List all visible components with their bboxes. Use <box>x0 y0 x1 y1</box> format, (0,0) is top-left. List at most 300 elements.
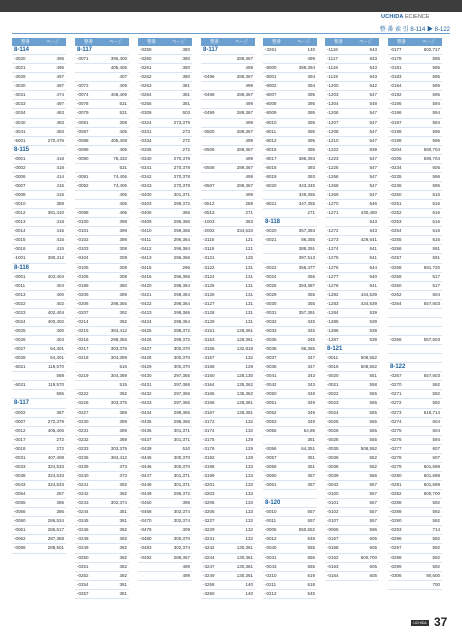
index-row <box>201 463 255 472</box>
item-code: -0205 <box>390 155 402 161</box>
index-row <box>388 227 442 236</box>
page-ref: 395 <box>307 92 315 98</box>
item-code: -0033 <box>265 327 277 333</box>
page-ref: 324,533 <box>47 463 64 469</box>
index-row <box>75 445 129 454</box>
index-column <box>12 38 66 554</box>
index-row <box>75 535 129 544</box>
page-ref: 395 <box>307 146 315 152</box>
index-row <box>201 526 255 535</box>
item-code: -0260 <box>140 56 152 62</box>
index-row <box>138 245 192 254</box>
page-ref: 592 <box>432 382 440 388</box>
item-code: -0006 <box>265 527 277 533</box>
item-code: -0251 <box>77 563 89 569</box>
index-row <box>138 46 192 55</box>
page-ref: 131 <box>245 300 253 306</box>
page-ref: 300,370 <box>173 346 190 352</box>
index-row <box>138 227 192 236</box>
page-ref: 550,552 <box>298 527 315 533</box>
page-ref: 591,720 <box>423 264 440 270</box>
index-row <box>75 472 129 481</box>
page-ref: 301,371 <box>173 427 190 433</box>
index-row <box>388 191 442 200</box>
page-ref: 595 <box>432 92 440 98</box>
item-code: -0275 <box>390 427 402 433</box>
index-row <box>388 100 442 109</box>
index-row <box>12 164 66 173</box>
item-code: -0038 <box>327 463 339 469</box>
page-ref: 129 <box>245 364 253 370</box>
page-ref: 616 <box>432 237 440 243</box>
index-row <box>388 581 442 590</box>
item-code: -0164 <box>327 572 339 578</box>
page-ref: 557 <box>369 518 377 524</box>
item-code: -0280 <box>390 472 402 478</box>
index-row <box>12 327 66 336</box>
page-ref: 395 <box>307 101 315 107</box>
item-code: -1117 <box>327 56 338 62</box>
index-row <box>263 372 317 381</box>
index-row <box>138 336 192 345</box>
item-code: -0259 <box>390 273 402 279</box>
index-row <box>201 345 255 354</box>
index-row <box>75 245 129 254</box>
item-code: -0244 <box>77 509 89 515</box>
item-code: -1203 <box>327 92 339 98</box>
index-row <box>263 454 317 463</box>
index-row <box>201 336 255 345</box>
item-code: -8020 <box>265 182 277 188</box>
item-code: -0262 <box>140 74 152 80</box>
index-row <box>325 554 379 563</box>
page-ref: 400,402 <box>47 318 64 324</box>
index-row <box>325 445 379 454</box>
item-code: -0449 <box>140 491 152 497</box>
page-ref: 296,366 <box>173 255 190 261</box>
index-row <box>138 481 192 490</box>
index-row <box>138 55 192 64</box>
item-code: -0218 <box>77 355 89 361</box>
item-code: -0015 <box>327 364 339 370</box>
index-row <box>12 100 66 109</box>
item-code: -0090 <box>77 155 89 161</box>
item-code: -0435 <box>140 418 152 424</box>
index-row <box>325 499 379 508</box>
index-row <box>201 254 255 263</box>
index-row <box>201 535 255 544</box>
item-code: -0207 <box>77 309 89 315</box>
page-ref: 531 <box>119 164 127 170</box>
item-code: -0211 <box>265 581 277 587</box>
index-row <box>388 309 442 318</box>
index-row <box>138 109 192 118</box>
page-ref: 299,366 <box>173 219 190 225</box>
page-ref <box>413 309 442 317</box>
index-row <box>263 390 317 399</box>
item-code: -0434 <box>140 409 152 415</box>
item-code: -0098 <box>77 210 89 216</box>
item-code: -0197 <box>390 119 402 125</box>
index-row <box>201 436 255 445</box>
page-ref: 86,355 <box>301 237 315 243</box>
item-code: -0038 <box>265 364 277 370</box>
page-ref: 503 <box>182 110 190 116</box>
page-ref: 547 <box>369 119 377 125</box>
column-header <box>325 38 379 46</box>
item-code: -0298 <box>390 554 402 560</box>
item-code <box>263 245 288 253</box>
page-ref: 130,361 <box>236 563 253 569</box>
page-ref: 406 <box>119 210 127 216</box>
index-row <box>263 544 317 553</box>
item-code: -0403 <box>140 201 152 207</box>
item-code: -0100 <box>77 219 89 225</box>
page-ref: 499 <box>245 83 253 89</box>
item-code: -0018 <box>14 445 26 451</box>
item-code: -0088 <box>77 137 89 143</box>
index-column <box>263 38 317 599</box>
index-row <box>263 554 317 563</box>
page-ref: 349,355 <box>298 192 315 197</box>
index-row <box>138 535 192 544</box>
page-ref: 343 <box>307 382 315 388</box>
item-code: -0412 <box>140 246 152 252</box>
page-ref: 392 <box>119 391 127 397</box>
index-row <box>325 327 379 336</box>
index-row <box>75 345 129 354</box>
page-ref: 347 <box>307 355 315 361</box>
item-code: -0512 <box>203 201 215 207</box>
index-row <box>201 82 255 91</box>
page-ref: 272 <box>56 445 64 451</box>
page-ref: 510 <box>182 445 190 451</box>
index-row <box>75 291 129 300</box>
item-code: -0026 <box>265 282 277 288</box>
index-row <box>388 526 442 535</box>
header-page: ページ <box>296 39 311 44</box>
index-row <box>263 572 317 581</box>
index-row <box>388 236 442 245</box>
page-ref: 392 <box>119 545 127 551</box>
index-row <box>325 155 379 164</box>
item-code: -0277 <box>390 445 402 451</box>
item-code: -0001 <box>14 273 26 279</box>
page-ref: 301,371 <box>173 436 190 442</box>
page-ref: 543 <box>369 47 377 52</box>
index-row <box>388 55 442 64</box>
page-ref: 392 <box>119 527 127 533</box>
index-row <box>12 436 66 445</box>
page-ref: 407,408 <box>47 454 64 460</box>
page-ref: 543 <box>369 228 377 234</box>
item-code: -0271 <box>390 391 402 397</box>
page-ref: 298,364 <box>173 282 190 288</box>
item-code: -3242 <box>203 545 215 551</box>
item-code <box>75 164 100 172</box>
index-row <box>138 463 192 472</box>
index-row <box>12 64 66 73</box>
item-code: -0022 <box>265 264 277 270</box>
item-code: -3165 <box>203 391 215 397</box>
page-ref: 557 <box>369 491 377 497</box>
item-code: -0013 <box>14 291 26 297</box>
item-code: -1272 <box>327 228 339 234</box>
item-code <box>75 200 100 208</box>
index-row <box>388 173 442 182</box>
index-row <box>75 119 129 128</box>
page-ref: 405,406 <box>110 65 127 71</box>
page-ref: 430,450 <box>360 210 377 216</box>
item-code: -8012 <box>265 137 277 143</box>
page-ref: 300,370 <box>173 463 190 469</box>
index-row <box>138 381 192 390</box>
index-row <box>325 490 379 499</box>
index-row <box>263 436 317 445</box>
page-ref: 308 <box>119 264 127 270</box>
page-ref: 303,375 <box>110 400 127 406</box>
item-code: -8001 <box>265 74 277 80</box>
item-code: -0051 <box>265 400 277 406</box>
item-code: -0423 <box>140 309 152 315</box>
item-code: -0281 <box>390 482 402 487</box>
index-row <box>325 318 379 327</box>
item-code: -0022 <box>327 391 339 397</box>
item-code: -0299 <box>390 563 402 569</box>
page-ref: 414 <box>56 173 64 179</box>
index-row <box>325 191 379 200</box>
item-code: -0421 <box>140 291 152 297</box>
item-code: -0426 <box>140 337 152 342</box>
index-row <box>325 245 379 254</box>
item-code: -0334 <box>140 137 152 143</box>
item-code: -0061 <box>14 527 26 533</box>
item-code: -3122 <box>203 264 215 270</box>
page-ref: 380 <box>182 74 190 80</box>
column-header <box>75 38 129 46</box>
page-ref: 296,364 <box>173 246 190 252</box>
page-ref: 343,345 <box>298 182 315 188</box>
page-ref: 366 <box>182 210 190 216</box>
item-code: -0231 <box>77 427 89 433</box>
index-row <box>12 363 66 372</box>
page-ref: 483 <box>56 110 64 116</box>
item-code: -0102 <box>77 237 89 243</box>
item-code: -3164 <box>203 382 215 388</box>
index-row <box>388 499 442 508</box>
index-row <box>75 254 129 263</box>
page-ref: 594 <box>432 110 440 116</box>
section-heading <box>75 46 129 55</box>
index-row <box>325 109 379 118</box>
index-row <box>75 390 129 399</box>
item-code: -0261 <box>140 65 152 71</box>
item-code: -0249 <box>77 545 89 551</box>
index-row <box>138 155 192 164</box>
item-code: -0027 <box>14 346 26 352</box>
brand-logo <box>381 14 450 21</box>
section-code: 8-117 <box>14 400 30 407</box>
page-ref: 381 <box>119 581 127 587</box>
index-row <box>138 291 192 300</box>
item-code: -0011 <box>14 282 26 288</box>
page-ref: 119,570 <box>48 382 64 388</box>
index-row <box>388 327 442 336</box>
item-code: -0052 <box>265 409 277 415</box>
index-row <box>263 508 317 517</box>
page-ref: 298,364 <box>173 300 190 306</box>
page-ref: 604 <box>432 418 440 424</box>
index-row <box>12 245 66 254</box>
item-code <box>75 64 100 72</box>
item-code: -1274 <box>327 246 339 252</box>
page-ref: 555 <box>369 418 377 424</box>
page-ref: 474 <box>56 92 64 98</box>
index-row <box>138 327 192 336</box>
index-row <box>388 64 442 73</box>
index-row <box>388 318 442 327</box>
page-ref: 299,372 <box>173 337 190 342</box>
index-row <box>75 499 129 508</box>
page-ref: 273 <box>182 128 190 134</box>
item-code: -3231 <box>203 536 215 542</box>
index-row <box>12 182 66 191</box>
item-code: -0105 <box>77 264 89 270</box>
page-ref: 555 <box>307 545 315 551</box>
item-code: -0436 <box>140 427 152 433</box>
page-ref: 540 <box>369 273 377 279</box>
page-ref: 539 <box>369 309 377 315</box>
page-ref: 594 <box>432 119 440 125</box>
item-code: -0050 <box>265 391 277 397</box>
page-ref: 616 <box>432 210 440 216</box>
page-ref: 388,393 <box>298 155 315 161</box>
index-row <box>388 490 442 499</box>
index-row <box>12 254 66 263</box>
page-ref: 543 <box>369 65 377 71</box>
index-row <box>263 155 317 164</box>
index-row <box>388 517 442 526</box>
item-code <box>325 218 350 226</box>
index-row <box>138 490 192 499</box>
item-code: -0017 <box>14 436 26 442</box>
page-ref: 596 <box>432 173 440 179</box>
index-row <box>12 218 66 227</box>
index-row <box>388 91 442 100</box>
index-row <box>263 273 317 282</box>
item-code: -1277 <box>327 273 339 279</box>
page-ref: 386 <box>56 500 64 506</box>
item-code: -0235 <box>390 173 402 179</box>
page-ref: 133 <box>245 472 253 478</box>
index-row <box>75 155 129 164</box>
index-row <box>75 82 129 91</box>
page-ref: 64,401 <box>50 346 64 352</box>
item-code: -0448 <box>140 482 152 487</box>
item-code: -0246 <box>77 527 89 533</box>
item-code: -0429 <box>140 364 152 370</box>
page-ref: 499 <box>307 56 315 62</box>
index-row <box>12 381 66 390</box>
page-ref: 592 <box>432 400 440 406</box>
item-code: -0439 <box>140 445 152 451</box>
page-ref: 296,364 <box>173 237 190 243</box>
item-code: -0252 <box>77 572 89 578</box>
page-ref: 434,539 <box>360 291 377 297</box>
page-ref: 299,372 <box>173 491 190 497</box>
item-code: -0210 <box>265 572 277 578</box>
index-row <box>12 173 66 182</box>
brand-text: ECIENCE <box>405 14 430 20</box>
item-code: -0058 <box>265 463 277 469</box>
item-code <box>263 254 288 262</box>
index-row <box>325 100 379 109</box>
page-ref: 345 <box>307 327 315 333</box>
index-row <box>325 309 379 318</box>
page-ref: 839 <box>369 146 377 152</box>
index-row <box>75 209 129 218</box>
item-code: -0104 <box>77 255 89 261</box>
index-row <box>263 381 317 390</box>
index-row <box>75 264 129 273</box>
item-code: -0425 <box>140 327 152 333</box>
item-code: -3041 <box>14 128 26 134</box>
page-ref: 132 <box>245 418 253 424</box>
item-code: -0199 <box>77 282 89 288</box>
item-code: -0100 <box>327 491 339 497</box>
item-code: -0029 <box>265 291 277 297</box>
item-code: -0273 <box>390 409 402 415</box>
page-ref: 300,370 <box>173 536 190 542</box>
header-page: ページ <box>171 39 186 44</box>
page-ref: 131 <box>245 264 253 270</box>
index-row <box>325 209 379 218</box>
item-code: -0089 <box>77 146 89 152</box>
page-ref: 308 <box>119 255 127 261</box>
index-row <box>388 73 442 82</box>
item-code: -0290 <box>390 518 402 524</box>
item-code: -0060 <box>14 518 26 524</box>
index-row <box>75 590 129 599</box>
index-row <box>263 91 317 100</box>
item-code: -1286 <box>327 327 339 333</box>
index-row <box>201 409 255 418</box>
page-ref: 557 <box>369 482 377 487</box>
item-code: -0056 <box>265 445 277 451</box>
index-row <box>75 146 129 155</box>
page-ref: 381 <box>119 590 127 596</box>
item-code: -1287 <box>327 337 339 342</box>
page-ref: 394 <box>307 74 315 80</box>
item-code: -1207 <box>327 119 339 125</box>
index-row <box>12 427 66 436</box>
item-code: -1118 <box>327 65 338 71</box>
item-code: -0023 <box>14 309 26 315</box>
page-ref <box>288 490 317 498</box>
page-ref: 393 <box>307 164 315 170</box>
item-code: -0306 <box>390 572 402 578</box>
index-row <box>12 119 66 128</box>
item-code: -3040 <box>14 119 26 125</box>
item-code <box>263 436 288 444</box>
page-ref: 357,383 <box>298 228 315 234</box>
item-code: -0043 <box>14 482 26 487</box>
index-row <box>325 182 379 191</box>
page-ref: 539 <box>369 337 377 342</box>
index-row <box>325 291 379 300</box>
item-code: -0012 <box>265 536 277 542</box>
page-ref: 495 <box>56 65 64 71</box>
